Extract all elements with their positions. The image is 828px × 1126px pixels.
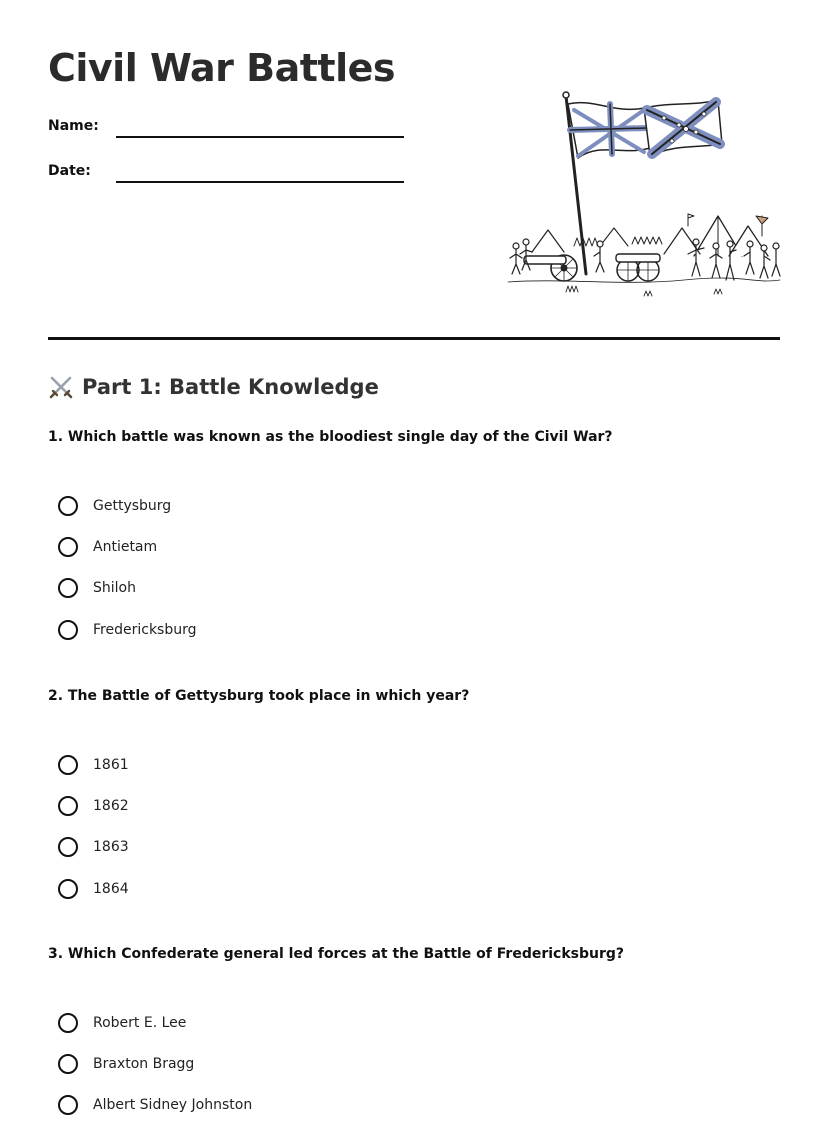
answer-option[interactable]	[58, 568, 197, 609]
section-title: Part 1: Battle Knowledge	[82, 375, 379, 399]
header-divider	[48, 337, 780, 340]
answer-option[interactable]	[58, 526, 197, 567]
answer-option[interactable]	[58, 1085, 252, 1126]
worksheet-title: Civil War Battles	[48, 46, 395, 90]
option-label: Shiloh	[93, 580, 136, 597]
answer-option[interactable]	[58, 609, 197, 650]
answer-option[interactable]	[58, 868, 129, 909]
civil-war-camp-flag-illustration	[504, 86, 784, 308]
radio-button[interactable]	[58, 496, 78, 516]
radio-button[interactable]	[58, 537, 78, 557]
date-field[interactable]	[48, 163, 408, 193]
radio-button[interactable]	[58, 620, 78, 640]
answer-option[interactable]	[58, 785, 129, 826]
date-field-line[interactable]	[116, 181, 404, 183]
radio-button[interactable]	[58, 1013, 78, 1033]
answer-option[interactable]	[58, 744, 129, 785]
radio-button[interactable]	[58, 1054, 78, 1074]
answer-option[interactable]	[58, 827, 129, 868]
question-3	[48, 946, 780, 1114]
name-field-line[interactable]	[116, 136, 404, 138]
option-label: 1862	[93, 798, 129, 815]
answer-option[interactable]	[58, 1043, 252, 1084]
question-1	[48, 429, 780, 638]
radio-button[interactable]	[58, 796, 78, 816]
option-label: Braxton Bragg	[93, 1056, 195, 1073]
option-label: 1864	[93, 880, 129, 897]
option-label: 1861	[93, 756, 129, 773]
answer-options	[58, 744, 129, 910]
radio-button[interactable]	[58, 578, 78, 598]
answer-options	[58, 485, 197, 651]
option-label: Albert Sidney Johnston	[93, 1097, 253, 1114]
name-field[interactable]	[48, 118, 408, 148]
radio-button[interactable]	[58, 755, 78, 775]
answer-option[interactable]	[58, 1002, 252, 1043]
option-label: Gettysburg	[93, 497, 172, 514]
option-label: Fredericksburg	[93, 621, 197, 638]
answer-option[interactable]	[58, 485, 197, 526]
radio-button[interactable]	[58, 879, 78, 899]
option-label: 1863	[93, 839, 129, 856]
answer-options	[58, 1002, 252, 1126]
question-text: 1. Which battle was known as the bloodiest single day of the Civil War?	[48, 429, 613, 445]
date-field-label: Date:	[48, 163, 91, 179]
question-text: 2. The Battle of Gettysburg took place in which year?	[48, 688, 470, 704]
crossed-swords-icon	[48, 374, 74, 400]
radio-button[interactable]	[58, 837, 78, 857]
section-heading	[48, 374, 379, 400]
radio-button[interactable]	[58, 1095, 78, 1115]
question-2	[48, 688, 780, 897]
option-label: Antietam	[93, 539, 158, 556]
name-field-label: Name:	[48, 118, 99, 134]
option-label: Robert E. Lee	[93, 1014, 187, 1031]
question-text: 3. Which Confederate general led forces at the Battle of Fredericksburg?	[48, 946, 625, 962]
